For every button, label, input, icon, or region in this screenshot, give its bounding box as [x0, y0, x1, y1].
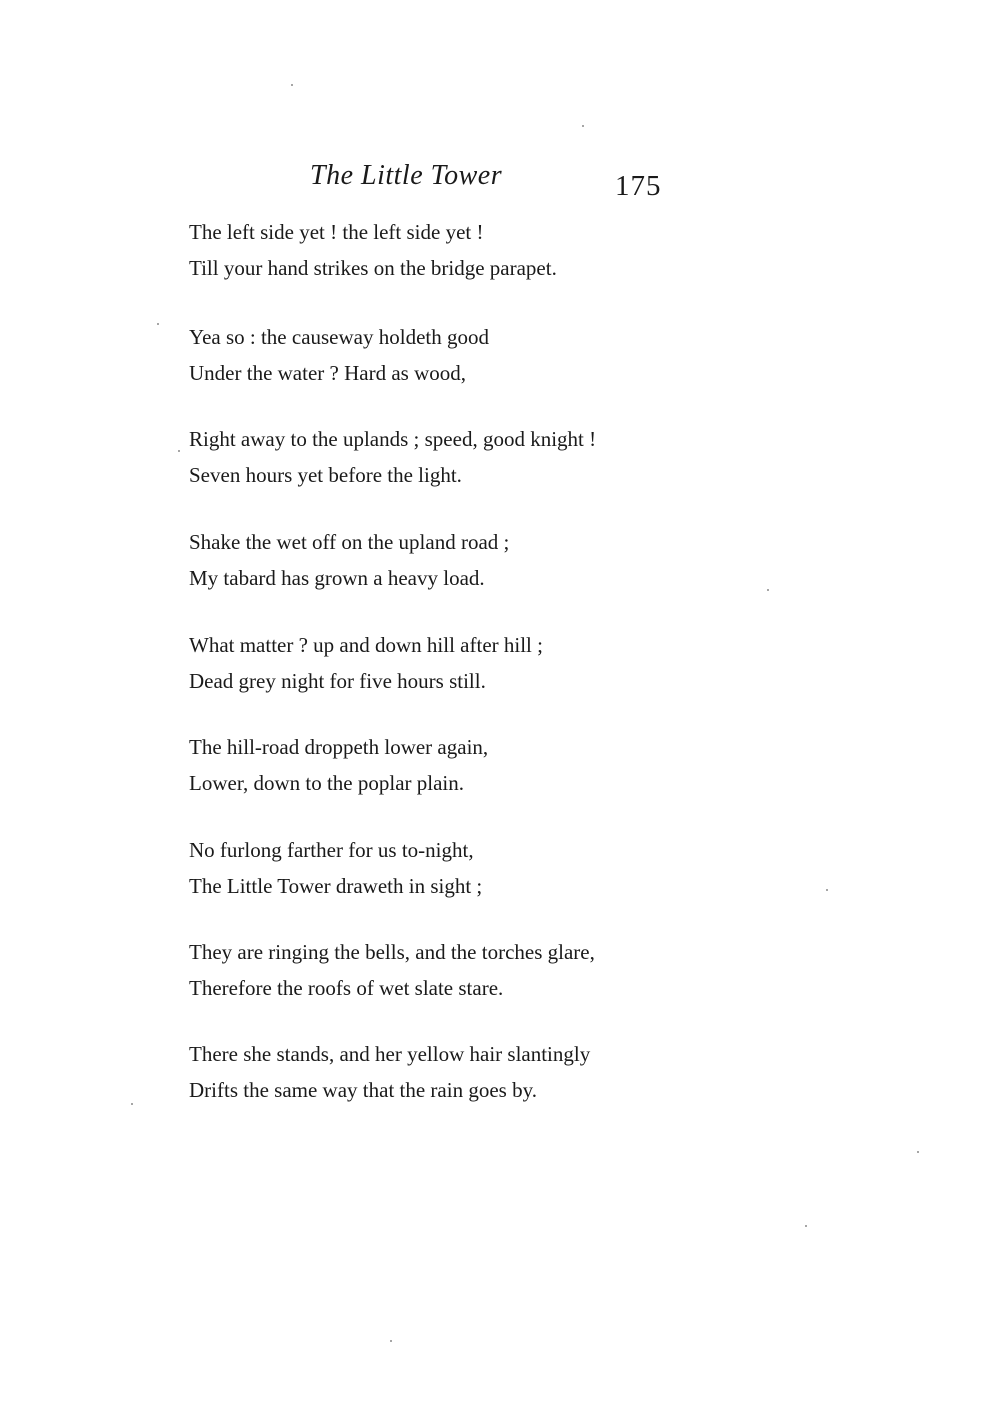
- stanza: [189, 627, 543, 699]
- verse-line: Drifts the same way that the rain goes by.: [189, 1078, 537, 1102]
- page-number: 175: [615, 170, 662, 202]
- verse-line: No furlong farther for us to-night,: [189, 838, 474, 862]
- verse-line: Under the water ? Hard as wood,: [189, 361, 466, 385]
- verse-line: Dead grey night for five hours still.: [189, 669, 486, 693]
- stanza: [189, 729, 488, 801]
- stanza: [189, 319, 489, 391]
- verse-line: They are ringing the bells, and the torches glare,: [189, 940, 595, 964]
- scan-speck: [131, 1103, 133, 1105]
- running-title: The Little Tower: [310, 160, 503, 191]
- stanza: [189, 524, 509, 596]
- verse-line: The left side yet ! the left side yet !: [189, 220, 484, 244]
- scan-speck: [157, 323, 159, 325]
- verse-line: Right away to the uplands ; speed, good knight !: [189, 427, 597, 451]
- verse-line: The hill-road droppeth lower again,: [189, 735, 489, 759]
- verse-line: Yea so : the causeway holdeth good: [189, 325, 489, 349]
- scan-speck: [390, 1340, 392, 1342]
- scan-speck: [291, 84, 293, 86]
- stanza: [189, 832, 482, 904]
- stanza: [189, 934, 595, 1006]
- scan-speck: [582, 125, 584, 127]
- verse-line: Therefore the roofs of wet slate stare.: [189, 976, 504, 1000]
- verse-line: Lower, down to the poplar plain.: [189, 771, 465, 795]
- scan-speck: [805, 1225, 807, 1227]
- verse-line: Shake the wet off on the upland road ;: [189, 530, 510, 554]
- verse-line: What matter ? up and down hill after hill ;: [189, 633, 543, 657]
- verse-line: My tabard has grown a heavy load.: [189, 566, 485, 590]
- scan-speck: [767, 589, 769, 591]
- scan-speck: [917, 1151, 919, 1153]
- stanza: [189, 1036, 590, 1108]
- verse-line: Till your hand strikes on the bridge parapet.: [189, 256, 557, 280]
- stanza: [189, 214, 557, 286]
- stanza: [189, 421, 596, 493]
- scan-speck: [178, 450, 180, 452]
- scan-speck: [826, 889, 828, 891]
- verse-line: The Little Tower draweth in sight ;: [189, 874, 483, 898]
- verse-line: There she stands, and her yellow hair slantingly: [189, 1042, 591, 1066]
- verse-line: Seven hours yet before the light.: [189, 463, 462, 487]
